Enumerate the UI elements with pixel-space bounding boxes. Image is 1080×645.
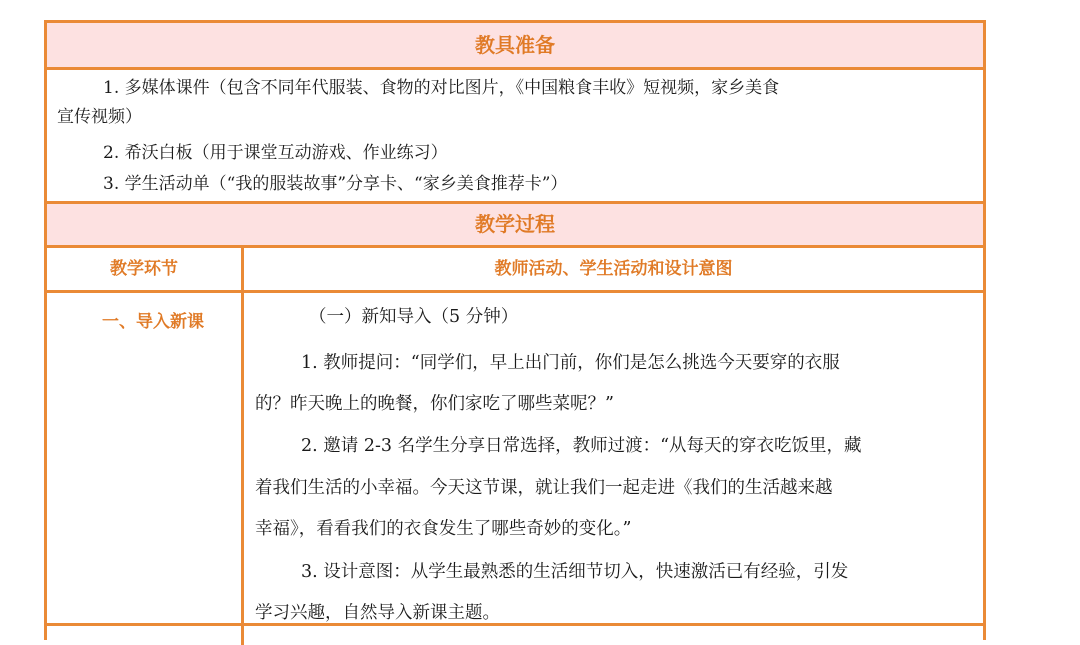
divider [47, 623, 983, 626]
divider [47, 290, 983, 293]
text-line: 幸福》，看看我们的衣食发生了哪些奇妙的变化。” [255, 519, 632, 539]
divider [47, 67, 983, 70]
materials-item: 3. 学生活动单（“我的服装故事”分享卡、“家乡美食推荐卡”） [103, 174, 568, 194]
activity-paragraph-continuation [255, 384, 614, 424]
materials-item: 1. 多媒体课件（包含不同年代服装、食物的对比图片，《中国粮食丰收》短视频，家乡美食 [103, 78, 780, 98]
activity-paragraph [301, 426, 862, 466]
text-line: 2. 邀请 2-3 名学生分享日常选择，教师过渡：“从每天的穿衣吃饭里，藏 [301, 436, 862, 456]
process-header [47, 204, 983, 245]
text-line: 着我们生活的小幸福。今天这节课，就让我们一起走进《我们的生活越来越 [255, 478, 833, 498]
column-header-activity: 教师活动、学生活动和设计意图 [494, 259, 733, 279]
text-line: 1. 教师提问：“同学们，早上出门前，你们是怎么挑选今天要穿的衣服 [301, 353, 840, 373]
materials-item-continuation: 宣传视频） [57, 107, 142, 127]
column-header-stage: 教学环节 [110, 259, 178, 279]
text-line: 的？昨天晚上的晚餐，你们家吃了哪些菜呢？” [255, 394, 614, 414]
activity-paragraph [301, 552, 848, 592]
lesson-plan-table [44, 20, 986, 640]
activity-paragraph [301, 343, 840, 383]
activity-paragraph: （一）新知导入（5 分钟） [309, 307, 519, 327]
activity-paragraph-continuation [255, 509, 631, 549]
process-title: 教学过程 [475, 212, 555, 236]
activity-paragraph-continuation [255, 468, 833, 508]
text-line: 3. 设计意图：从学生最熟悉的生活细节切入，快速激活已有经验，引发 [301, 562, 849, 582]
materials-header [47, 23, 983, 67]
column-divider [241, 245, 244, 645]
stage-label: 一、导入新课 [102, 312, 204, 332]
activity-paragraph-continuation [255, 593, 500, 633]
text-line: 学习兴趣，自然导入新课主题。 [255, 603, 500, 623]
materials-title: 教具准备 [475, 33, 555, 57]
materials-item: 2. 希沃白板（用于课堂互动游戏、作业练习） [103, 143, 448, 163]
